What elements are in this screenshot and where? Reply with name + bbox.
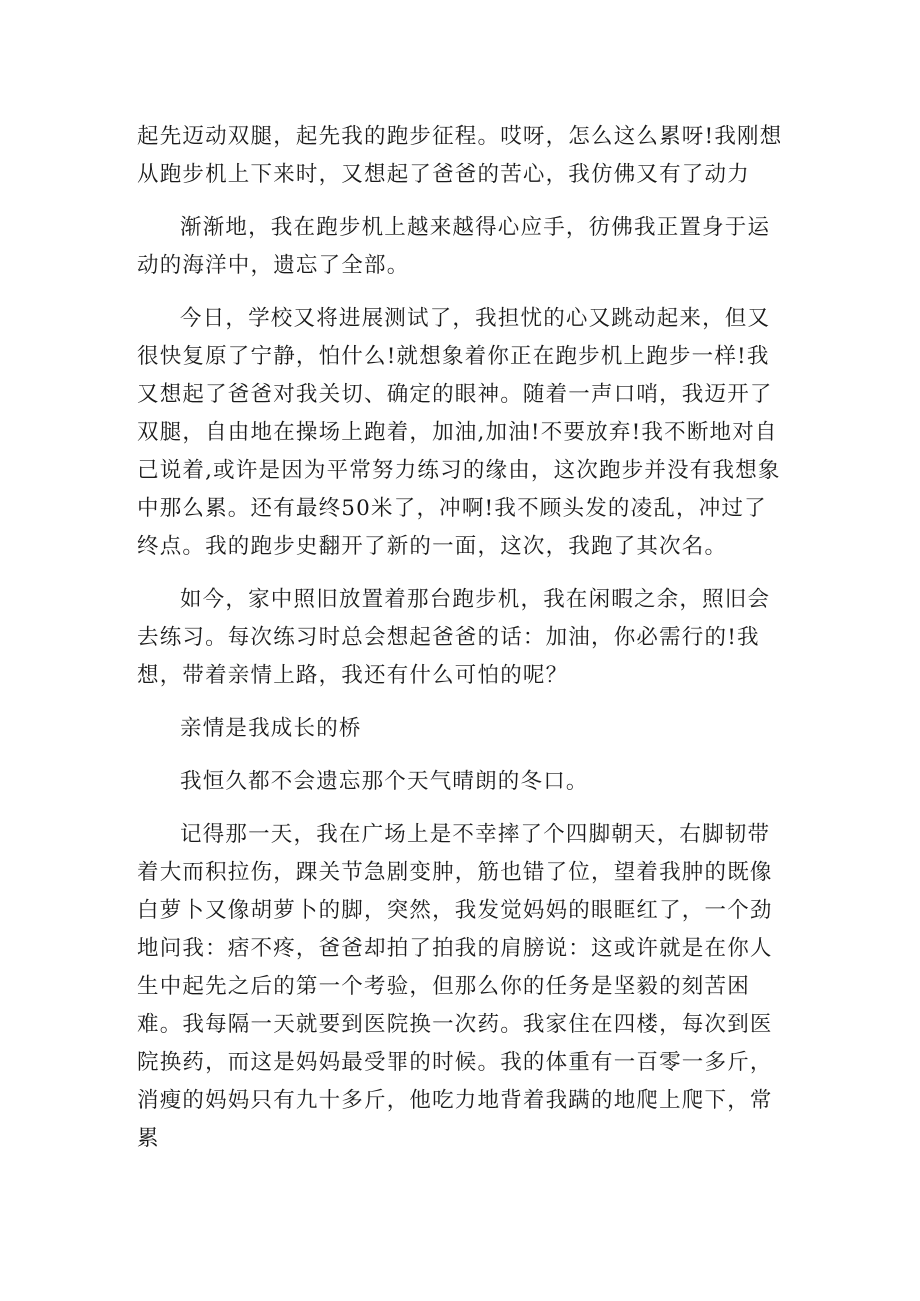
paragraph-winter-day: 我恒久都不会遗忘那个天气晴朗的冬口。 [180, 769, 589, 794]
section-title: 亲情是我成长的桥 [180, 716, 362, 741]
paragraph-injury-story: 记得那一天，我在广场上是不幸摔了个四脚朝天，右脚韧带着大而积拉伤，踝关节急剧变肿，筋也错了位，望着我肿的既像白萝卜又像胡萝卜的脚，突然，我发觉妈妈的眼眶红了，一个劲地问我：痞不疼，爸爸却拍了拍我的肩膀说：这或许就是在你人生中起先之后的第一个考验，但那么你的任务是坚毅的刻苦困难。我每隔一天就要到医院换一次药。我家住在四楼，每次到医院换药，而这是妈妈最受罪的时候。我的体重有一百零一多斤，消瘦的妈妈只有九十多斤，他吃力地背着我蹒的地爬上爬下，常累 [137, 822, 773, 1151]
paragraph-running-start: 起先迈动双腿，起先我的跑步征程。哎呀，怎么这么累呀!我刚想从跑步机上下来时，又想起了爸爸的苦心，我仿佛又有了动力 [137, 124, 783, 187]
paragraph-still-practicing: 如今，家中照旧放置着那台跑步机，我在闲暇之余，照旧会去练习。每次练习时总会想起爸爸的话：加油，你必需行的!我想，带着亲情上路，我还有什么可怕的呢？ [137, 587, 771, 688]
paragraph-school-test: 今日，学校又将进展测试了，我担忧的心又跳动起来，但又很快复原了宁静，怕什么!就想象着你正在跑步机上跑步一样!我又想起了爸爸对我关切、确定的眼神。随着一声口哨，我迈开了双腿，自由地在操场上跑着，加油,加油!不要放弃!我不断地对自己说着,或许是因为平常努力练习的缘由，这次跑步并没有我想象中那么累。还有最终50米了，冲啊!我不顾头发的凌乱，冲过了终点。我的跑步史翻开了新的一面，这次，我跑了其次名。 [137, 306, 781, 559]
paragraph-treadmill-skill: 渐渐地，我在跑步机上越来越得心应手，彷佛我正置身于运动的海洋中，遗忘了全部。 [137, 215, 771, 278]
